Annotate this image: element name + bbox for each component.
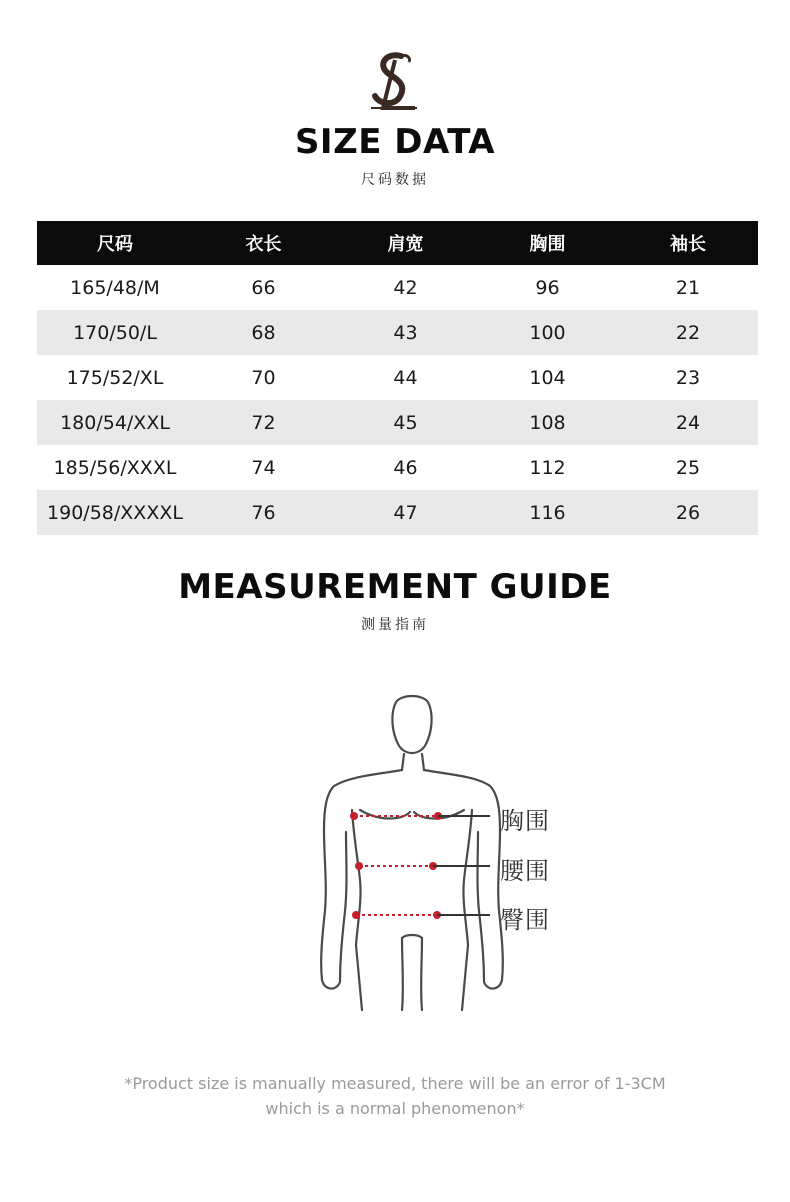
size-table — [37, 221, 758, 535]
table-cell: 22 — [618, 310, 758, 355]
table-row — [37, 355, 758, 400]
table-cell: 100 — [477, 310, 618, 355]
table-cell: 23 — [675, 366, 701, 389]
table-cell: 175/52/XL — [66, 366, 164, 389]
table-cell: 108 — [477, 400, 618, 445]
table-cell: 76 — [193, 490, 334, 535]
column-header: 肩宽 — [334, 221, 477, 265]
table-cell: 185/56/XXXL — [53, 456, 177, 479]
table-cell: 24 — [618, 400, 758, 445]
chest-label: 胸围 — [500, 807, 550, 835]
table-cell: 45 — [334, 400, 477, 445]
table-cell: 68 — [193, 310, 334, 355]
table-cell: 25 — [675, 456, 701, 479]
table-header-row — [37, 221, 758, 265]
table-row — [37, 310, 758, 355]
table-row — [37, 400, 758, 445]
table-cell: 70 — [251, 366, 276, 389]
waist-label: 腰围 — [500, 857, 550, 885]
table-cell: 66 — [251, 276, 276, 299]
column-header: 胸围 — [477, 221, 618, 265]
table-cell: 72 — [193, 400, 334, 445]
measurement-note-line1: *Product size is manually measured, there will be an error of 1-3CM — [124, 1074, 666, 1093]
table-cell: 21 — [675, 276, 701, 299]
hip-label: 臀围 — [500, 906, 550, 934]
table-cell: 43 — [334, 310, 477, 355]
table-cell: 47 — [334, 490, 477, 535]
table-cell: 42 — [393, 276, 418, 299]
table-cell: 96 — [535, 276, 560, 299]
size-data-title: SIZE DATA — [294, 122, 496, 162]
table-cell: 26 — [618, 490, 758, 535]
column-header: 衣长 — [193, 221, 334, 265]
table-row — [37, 445, 758, 490]
table-cell: 180/54/XXL — [37, 400, 193, 445]
measurement-guide-title: MEASUREMENT GUIDE — [178, 567, 612, 607]
table-cell: 165/48/M — [70, 276, 160, 299]
brand-logo-icon — [355, 48, 435, 114]
table-cell: 44 — [393, 366, 418, 389]
table-cell: 190/58/XXXXL — [37, 490, 193, 535]
measurement-guide-subtitle: 测量指南 — [361, 617, 429, 633]
table-cell: 112 — [529, 456, 566, 479]
table-cell: 170/50/L — [37, 310, 193, 355]
column-header: 袖长 — [618, 221, 758, 265]
size-data-subtitle: 尺码数据 — [361, 172, 429, 188]
table-cell: 74 — [251, 456, 276, 479]
table-row — [37, 265, 758, 310]
table-cell: 116 — [477, 490, 618, 535]
table-row — [37, 490, 758, 535]
column-header: 尺码 — [37, 221, 193, 265]
table-cell: 46 — [393, 456, 418, 479]
measurement-note-line2: which is a normal phenomenon* — [265, 1099, 525, 1118]
table-cell: 104 — [529, 366, 566, 389]
